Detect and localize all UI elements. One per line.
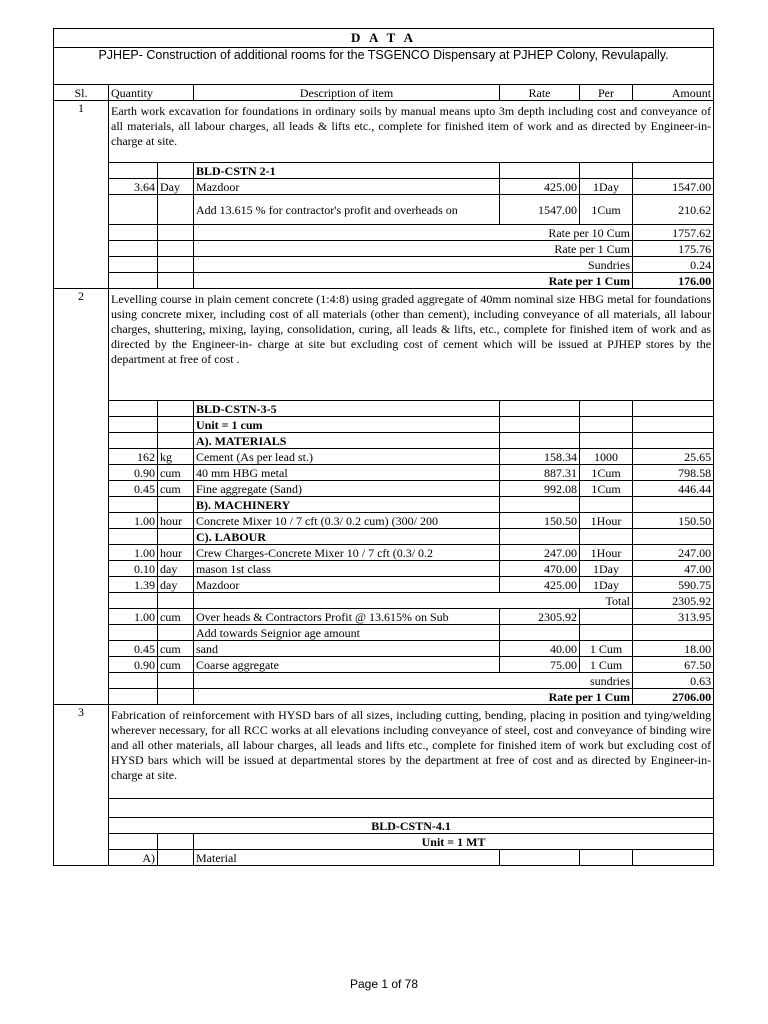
unit-cell: Day bbox=[158, 179, 194, 195]
empty-cell bbox=[109, 625, 158, 641]
section-heading: BLD-CSTN-3-5 bbox=[194, 401, 500, 417]
rate-cell: 425.00 bbox=[500, 179, 580, 195]
rate-cell: 1547.00 bbox=[500, 195, 580, 225]
project-row bbox=[54, 48, 714, 85]
summary-row bbox=[54, 225, 714, 241]
description-cell: Over heads & Contractors Profit @ 13.615% on Sub bbox=[194, 609, 500, 625]
summary-amount: 2305.92 bbox=[633, 593, 714, 609]
description-cell: Material bbox=[194, 850, 500, 866]
rate-cell: 887.31 bbox=[500, 465, 580, 481]
section-heading: BLD-CSTN-4.1 bbox=[109, 818, 714, 834]
empty-cell bbox=[500, 625, 580, 641]
summary-label: Rate per 1 Cum bbox=[194, 689, 633, 705]
per-cell: 1Day bbox=[580, 179, 633, 195]
section-heading: C). LABOUR bbox=[194, 529, 500, 545]
summary-label: Total bbox=[194, 593, 633, 609]
per-cell bbox=[580, 609, 633, 625]
empty-cell bbox=[109, 163, 158, 179]
item-1-text-row bbox=[54, 101, 714, 163]
empty-cell bbox=[158, 401, 194, 417]
empty-cell bbox=[158, 241, 194, 257]
empty-cell bbox=[109, 834, 158, 850]
sheet-title: D A T A bbox=[54, 29, 714, 48]
summary-label: Rate per 10 Cum bbox=[194, 225, 633, 241]
table-row bbox=[54, 513, 714, 529]
labour-heading-row bbox=[54, 529, 714, 545]
per-cell: 1Day bbox=[580, 561, 633, 577]
summary-label: Sundries bbox=[194, 257, 633, 273]
rate-cell: 75.00 bbox=[500, 657, 580, 673]
empty-cell bbox=[580, 529, 633, 545]
empty-cell bbox=[633, 163, 714, 179]
header-row bbox=[54, 85, 714, 101]
empty-cell bbox=[633, 625, 714, 641]
empty-cell bbox=[109, 417, 158, 433]
unit-cell bbox=[158, 195, 194, 225]
per-cell: 1Hour bbox=[580, 545, 633, 561]
empty-cell bbox=[109, 529, 158, 545]
summary-amount: 176.00 bbox=[633, 273, 714, 289]
empty-cell bbox=[158, 273, 194, 289]
qty-cell: 0.90 bbox=[109, 465, 158, 481]
empty-cell bbox=[580, 497, 633, 513]
qty-cell: 0.45 bbox=[109, 641, 158, 657]
qty-cell: 0.45 bbox=[109, 481, 158, 497]
table-row bbox=[54, 577, 714, 593]
amount-cell: 247.00 bbox=[633, 545, 714, 561]
page-footer: Page 1 of 78 bbox=[349, 977, 419, 991]
table-row bbox=[54, 449, 714, 465]
rate-cell: 158.34 bbox=[500, 449, 580, 465]
unit-cell: cum bbox=[158, 465, 194, 481]
section-heading: Unit = 1 cum bbox=[194, 417, 500, 433]
unit-cell: cum bbox=[158, 609, 194, 625]
per-cell: 1Cum bbox=[580, 465, 633, 481]
empty-cell bbox=[158, 433, 194, 449]
empty-cell bbox=[633, 529, 714, 545]
rate-cell: 470.00 bbox=[500, 561, 580, 577]
empty-cell bbox=[580, 433, 633, 449]
qty-cell bbox=[109, 195, 158, 225]
empty-cell bbox=[158, 529, 194, 545]
description-cell: Add 13.615 % for contractor's profit and overheads on bbox=[194, 195, 500, 225]
rate-cell: 40.00 bbox=[500, 641, 580, 657]
unit-cell: day bbox=[158, 561, 194, 577]
empty-cell bbox=[633, 433, 714, 449]
empty-cell bbox=[109, 433, 158, 449]
description-cell: Mazdoor bbox=[194, 577, 500, 593]
empty-cell bbox=[109, 497, 158, 513]
unit-cell: kg bbox=[158, 449, 194, 465]
empty-cell bbox=[109, 673, 158, 689]
empty-cell bbox=[633, 417, 714, 433]
header-quantity: Quantity bbox=[109, 85, 194, 101]
item-2-sl: 2 bbox=[54, 289, 109, 705]
rate-cell: 247.00 bbox=[500, 545, 580, 561]
qty-cell: 1.39 bbox=[109, 577, 158, 593]
qty-cell: 0.10 bbox=[109, 561, 158, 577]
item-1-description: Earth work excavation for foundations in ordinary soils by manual means upto 3m depth including cost and conveyance of all materials, all labour charges, all leads & lifts etc., complete for finished item of work and as directed by Engineer-in-charge at site. bbox=[109, 101, 714, 163]
summary-row bbox=[54, 241, 714, 257]
amount-cell: 590.75 bbox=[633, 577, 714, 593]
summary-amount: 2706.00 bbox=[633, 689, 714, 705]
empty-cell bbox=[500, 401, 580, 417]
empty-cell bbox=[158, 673, 194, 689]
summary-label: Rate per 1 Cum bbox=[194, 273, 633, 289]
table-row bbox=[54, 561, 714, 577]
table-row bbox=[54, 641, 714, 657]
amount-cell: 1547.00 bbox=[633, 179, 714, 195]
unit-cell: day bbox=[158, 577, 194, 593]
amount-cell: 18.00 bbox=[633, 641, 714, 657]
empty-cell bbox=[580, 401, 633, 417]
per-cell: 1000 bbox=[580, 449, 633, 465]
empty-cell bbox=[109, 241, 158, 257]
empty-cell bbox=[633, 497, 714, 513]
table-row bbox=[54, 465, 714, 481]
rate-cell: 150.50 bbox=[500, 513, 580, 529]
per-cell: 1Day bbox=[580, 577, 633, 593]
description-cell: Cement (As per lead st.) bbox=[194, 449, 500, 465]
item-3-spacer-row bbox=[54, 799, 714, 818]
item-2-section bbox=[54, 289, 714, 705]
item-3-code-row bbox=[54, 818, 714, 834]
title-row bbox=[54, 29, 714, 48]
empty-cell bbox=[158, 834, 194, 850]
rate-cell: 425.00 bbox=[500, 577, 580, 593]
empty-cell bbox=[109, 689, 158, 705]
section-label: A) bbox=[109, 850, 158, 866]
summary-amount: 1757.62 bbox=[633, 225, 714, 241]
summary-amount: 0.24 bbox=[633, 257, 714, 273]
empty-cell bbox=[633, 401, 714, 417]
empty-cell bbox=[158, 225, 194, 241]
description-cell: Mazdoor bbox=[194, 179, 500, 195]
empty-cell bbox=[580, 163, 633, 179]
description-cell: mason 1st class bbox=[194, 561, 500, 577]
amount-cell: 25.65 bbox=[633, 449, 714, 465]
seignior-label-row bbox=[54, 625, 714, 641]
empty-cell bbox=[500, 417, 580, 433]
data-sheet-table bbox=[53, 28, 714, 866]
item-3-sl: 3 bbox=[54, 705, 109, 866]
description-cell: Coarse aggregate bbox=[194, 657, 500, 673]
section-heading: Unit = 1 MT bbox=[194, 834, 714, 850]
qty-cell: 3.64 bbox=[109, 179, 158, 195]
empty-cell bbox=[109, 593, 158, 609]
empty-cell bbox=[109, 401, 158, 417]
empty-cell bbox=[500, 163, 580, 179]
section-heading: Add towards Seignior age amount bbox=[194, 625, 500, 641]
empty-cell bbox=[580, 625, 633, 641]
empty-cell bbox=[109, 225, 158, 241]
item-2-unit-row bbox=[54, 417, 714, 433]
empty-cell bbox=[500, 529, 580, 545]
header-rate: Rate bbox=[500, 85, 580, 101]
item-1-code-row bbox=[54, 163, 714, 179]
description-cell: Concrete Mixer 10 / 7 cft (0.3/ 0.2 cum) (300/ 200 bbox=[194, 513, 500, 529]
unit-cell: hour bbox=[158, 545, 194, 561]
rate-cell: 2305.92 bbox=[500, 609, 580, 625]
unit-cell: cum bbox=[158, 481, 194, 497]
amount-cell: 210.62 bbox=[633, 195, 714, 225]
qty-cell: 0.90 bbox=[109, 657, 158, 673]
unit-cell: cum bbox=[158, 657, 194, 673]
per-cell: 1 Cum bbox=[580, 657, 633, 673]
item-2-text-row bbox=[54, 289, 714, 401]
item-1-final-row bbox=[54, 273, 714, 289]
per-cell: 1Cum bbox=[580, 195, 633, 225]
amount-cell: 446.44 bbox=[633, 481, 714, 497]
item-3-description: Fabrication of reinforcement with HYSD bars of all sizes, including cutting, bending, placing in position and tying/welding wherever necessary, for all RCC works at all elevations including conveyance of steel, cost and conveyance of binding wire and all other materials, all labour charges, all leads and lifts etc., complete for finished item of work but excluding cost of HYSD bars which will be issued at departmental stores by the department at free of cost and as directed by Engineer-in-charge at site. bbox=[109, 705, 714, 799]
table-row bbox=[54, 657, 714, 673]
empty-cell bbox=[158, 257, 194, 273]
item-3-material-row bbox=[54, 850, 714, 866]
materials-heading-row bbox=[54, 433, 714, 449]
item-3-unit-row bbox=[54, 834, 714, 850]
machinery-heading-row bbox=[54, 497, 714, 513]
description-cell: sand bbox=[194, 641, 500, 657]
item-2-description: Levelling course in plain cement concrete (1:4:8) using graded aggregate of 40mm nominal size HBG metal for foundations using concrete mixer, including cost of all materials (other than cement), including conveyance of all materials, all labour charges, shuttering, mixing, laying, consolidation, curing, all leads & lifts, etc., complete for finished item of work and as directed by the Engineer-in- charge at site but excluding cost of cement which will be issued at PJHEP stores by the department at free of cost . bbox=[109, 289, 714, 401]
table-row bbox=[54, 481, 714, 497]
amount-cell: 798.58 bbox=[633, 465, 714, 481]
amount-cell: 150.50 bbox=[633, 513, 714, 529]
header-description: Description of item bbox=[194, 85, 500, 101]
empty-cell bbox=[158, 417, 194, 433]
description-cell: 40 mm HBG metal bbox=[194, 465, 500, 481]
empty-cell bbox=[500, 497, 580, 513]
qty-cell: 1.00 bbox=[109, 545, 158, 561]
header-per: Per bbox=[580, 85, 633, 101]
unit-cell: hour bbox=[158, 513, 194, 529]
item-3-text-row bbox=[54, 705, 714, 799]
project-name: PJHEP- Construction of additional rooms for the TSGENCO Dispensary at PJHEP Colony, Revulapally. bbox=[54, 48, 714, 85]
summary-amount: 0.63 bbox=[633, 673, 714, 689]
empty-cell bbox=[580, 417, 633, 433]
header-sl: Sl. bbox=[54, 85, 109, 101]
empty-cell bbox=[158, 497, 194, 513]
description-cell: Crew Charges-Concrete Mixer 10 / 7 cft (0.3/ 0.2 bbox=[194, 545, 500, 561]
empty-cell bbox=[633, 850, 714, 866]
unit-cell: cum bbox=[158, 641, 194, 657]
item-2-final-row bbox=[54, 689, 714, 705]
per-cell: 1Cum bbox=[580, 481, 633, 497]
empty-cell bbox=[109, 799, 714, 818]
table-row bbox=[54, 195, 714, 225]
section-heading: A). MATERIALS bbox=[194, 433, 500, 449]
section-heading: B). MACHINERY bbox=[194, 497, 500, 513]
qty-cell: 1.00 bbox=[109, 513, 158, 529]
empty-cell bbox=[500, 433, 580, 449]
summary-amount: 175.76 bbox=[633, 241, 714, 257]
empty-cell bbox=[158, 689, 194, 705]
section-heading: BLD-CSTN 2-1 bbox=[194, 163, 500, 179]
amount-cell: 67.50 bbox=[633, 657, 714, 673]
sundries-row bbox=[54, 673, 714, 689]
header-amount: Amount bbox=[633, 85, 714, 101]
amount-cell: 47.00 bbox=[633, 561, 714, 577]
item-1-section bbox=[54, 101, 714, 289]
empty-cell bbox=[158, 593, 194, 609]
item-3-section bbox=[54, 705, 714, 866]
empty-cell bbox=[109, 257, 158, 273]
per-cell: 1Hour bbox=[580, 513, 633, 529]
table-row bbox=[54, 179, 714, 195]
empty-cell bbox=[158, 163, 194, 179]
summary-label: Rate per 1 Cum bbox=[194, 241, 633, 257]
empty-cell bbox=[158, 625, 194, 641]
rate-cell: 992.08 bbox=[500, 481, 580, 497]
empty-cell bbox=[158, 850, 194, 866]
per-cell: 1 Cum bbox=[580, 641, 633, 657]
empty-cell bbox=[580, 850, 633, 866]
overheads-row bbox=[54, 609, 714, 625]
empty-cell bbox=[109, 273, 158, 289]
amount-cell: 313.95 bbox=[633, 609, 714, 625]
summary-row bbox=[54, 257, 714, 273]
total-row bbox=[54, 593, 714, 609]
summary-label: sundries bbox=[194, 673, 633, 689]
qty-cell: 162 bbox=[109, 449, 158, 465]
description-cell: Fine aggregate (Sand) bbox=[194, 481, 500, 497]
item-1-sl: 1 bbox=[54, 101, 109, 289]
item-2-code-row bbox=[54, 401, 714, 417]
table-row bbox=[54, 545, 714, 561]
qty-cell: 1.00 bbox=[109, 609, 158, 625]
empty-cell bbox=[500, 850, 580, 866]
